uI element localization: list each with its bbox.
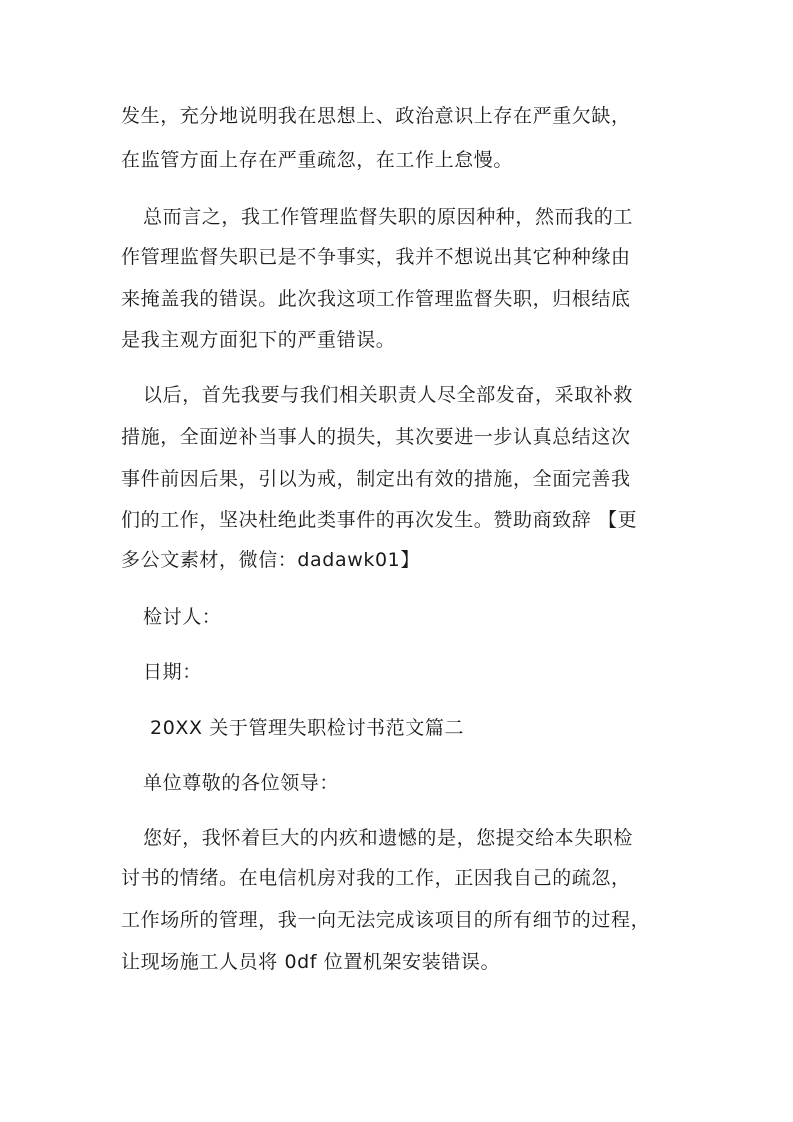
paragraph-line: 是我主观方面犯下的严重错误。 bbox=[121, 329, 396, 351]
paragraph-line: 工作场所的管理，我一向无法完成该项目的所有细节的过程， bbox=[121, 909, 651, 931]
salutation: 单位尊敬的各位领导： bbox=[143, 772, 340, 794]
paragraph-line: 您好，我怀着巨大的内疚和遗憾的是，您提交给本失职检 bbox=[143, 827, 634, 849]
paragraph-line: 事件前因后果，引以为戒，制定出有效的措施，全面完善我 bbox=[121, 468, 631, 490]
paragraph-line: 在监管方面上存在严重疏忽，在工作上怠慢。 bbox=[121, 149, 514, 171]
date-label: 日期： bbox=[143, 661, 202, 683]
section-heading: 20XX 关于管理失职检讨书范文篇二 bbox=[150, 717, 465, 739]
paragraph-line: 多公文素材，微信：dadawk01】 bbox=[121, 549, 420, 571]
paragraph-line: 让现场施工人员将 0df 位置机架安装错误。 bbox=[121, 951, 501, 973]
paragraph-line: 发生，充分地说明我在思想上、政治意识上存在严重欠缺， bbox=[121, 105, 631, 127]
paragraph-line: 总而言之，我工作管理监督失职的原因种种，然而我的工 bbox=[143, 206, 634, 228]
paragraph-line: 来掩盖我的错误。此次我这项工作管理监督失职，归根结底 bbox=[121, 288, 631, 310]
paragraph-line: 讨书的情绪。在电信机房对我的工作，正因我自己的疏忽， bbox=[121, 867, 631, 889]
reviewer-label: 检讨人： bbox=[143, 606, 222, 628]
paragraph-line: 们的工作，坚决杜绝此类事件的再次发生。赞助商致辞 【更 bbox=[121, 509, 638, 531]
paragraph-line: 作管理监督失职已是不争事实，我并不想说出其它种种缘由 bbox=[121, 246, 631, 268]
paragraph-line: 以后，首先我要与我们相关职责人尽全部发奋，采取补救 bbox=[143, 384, 634, 406]
paragraph-line: 措施，全面逆补当事人的损失，其次要进一步认真总结这次 bbox=[121, 426, 631, 448]
